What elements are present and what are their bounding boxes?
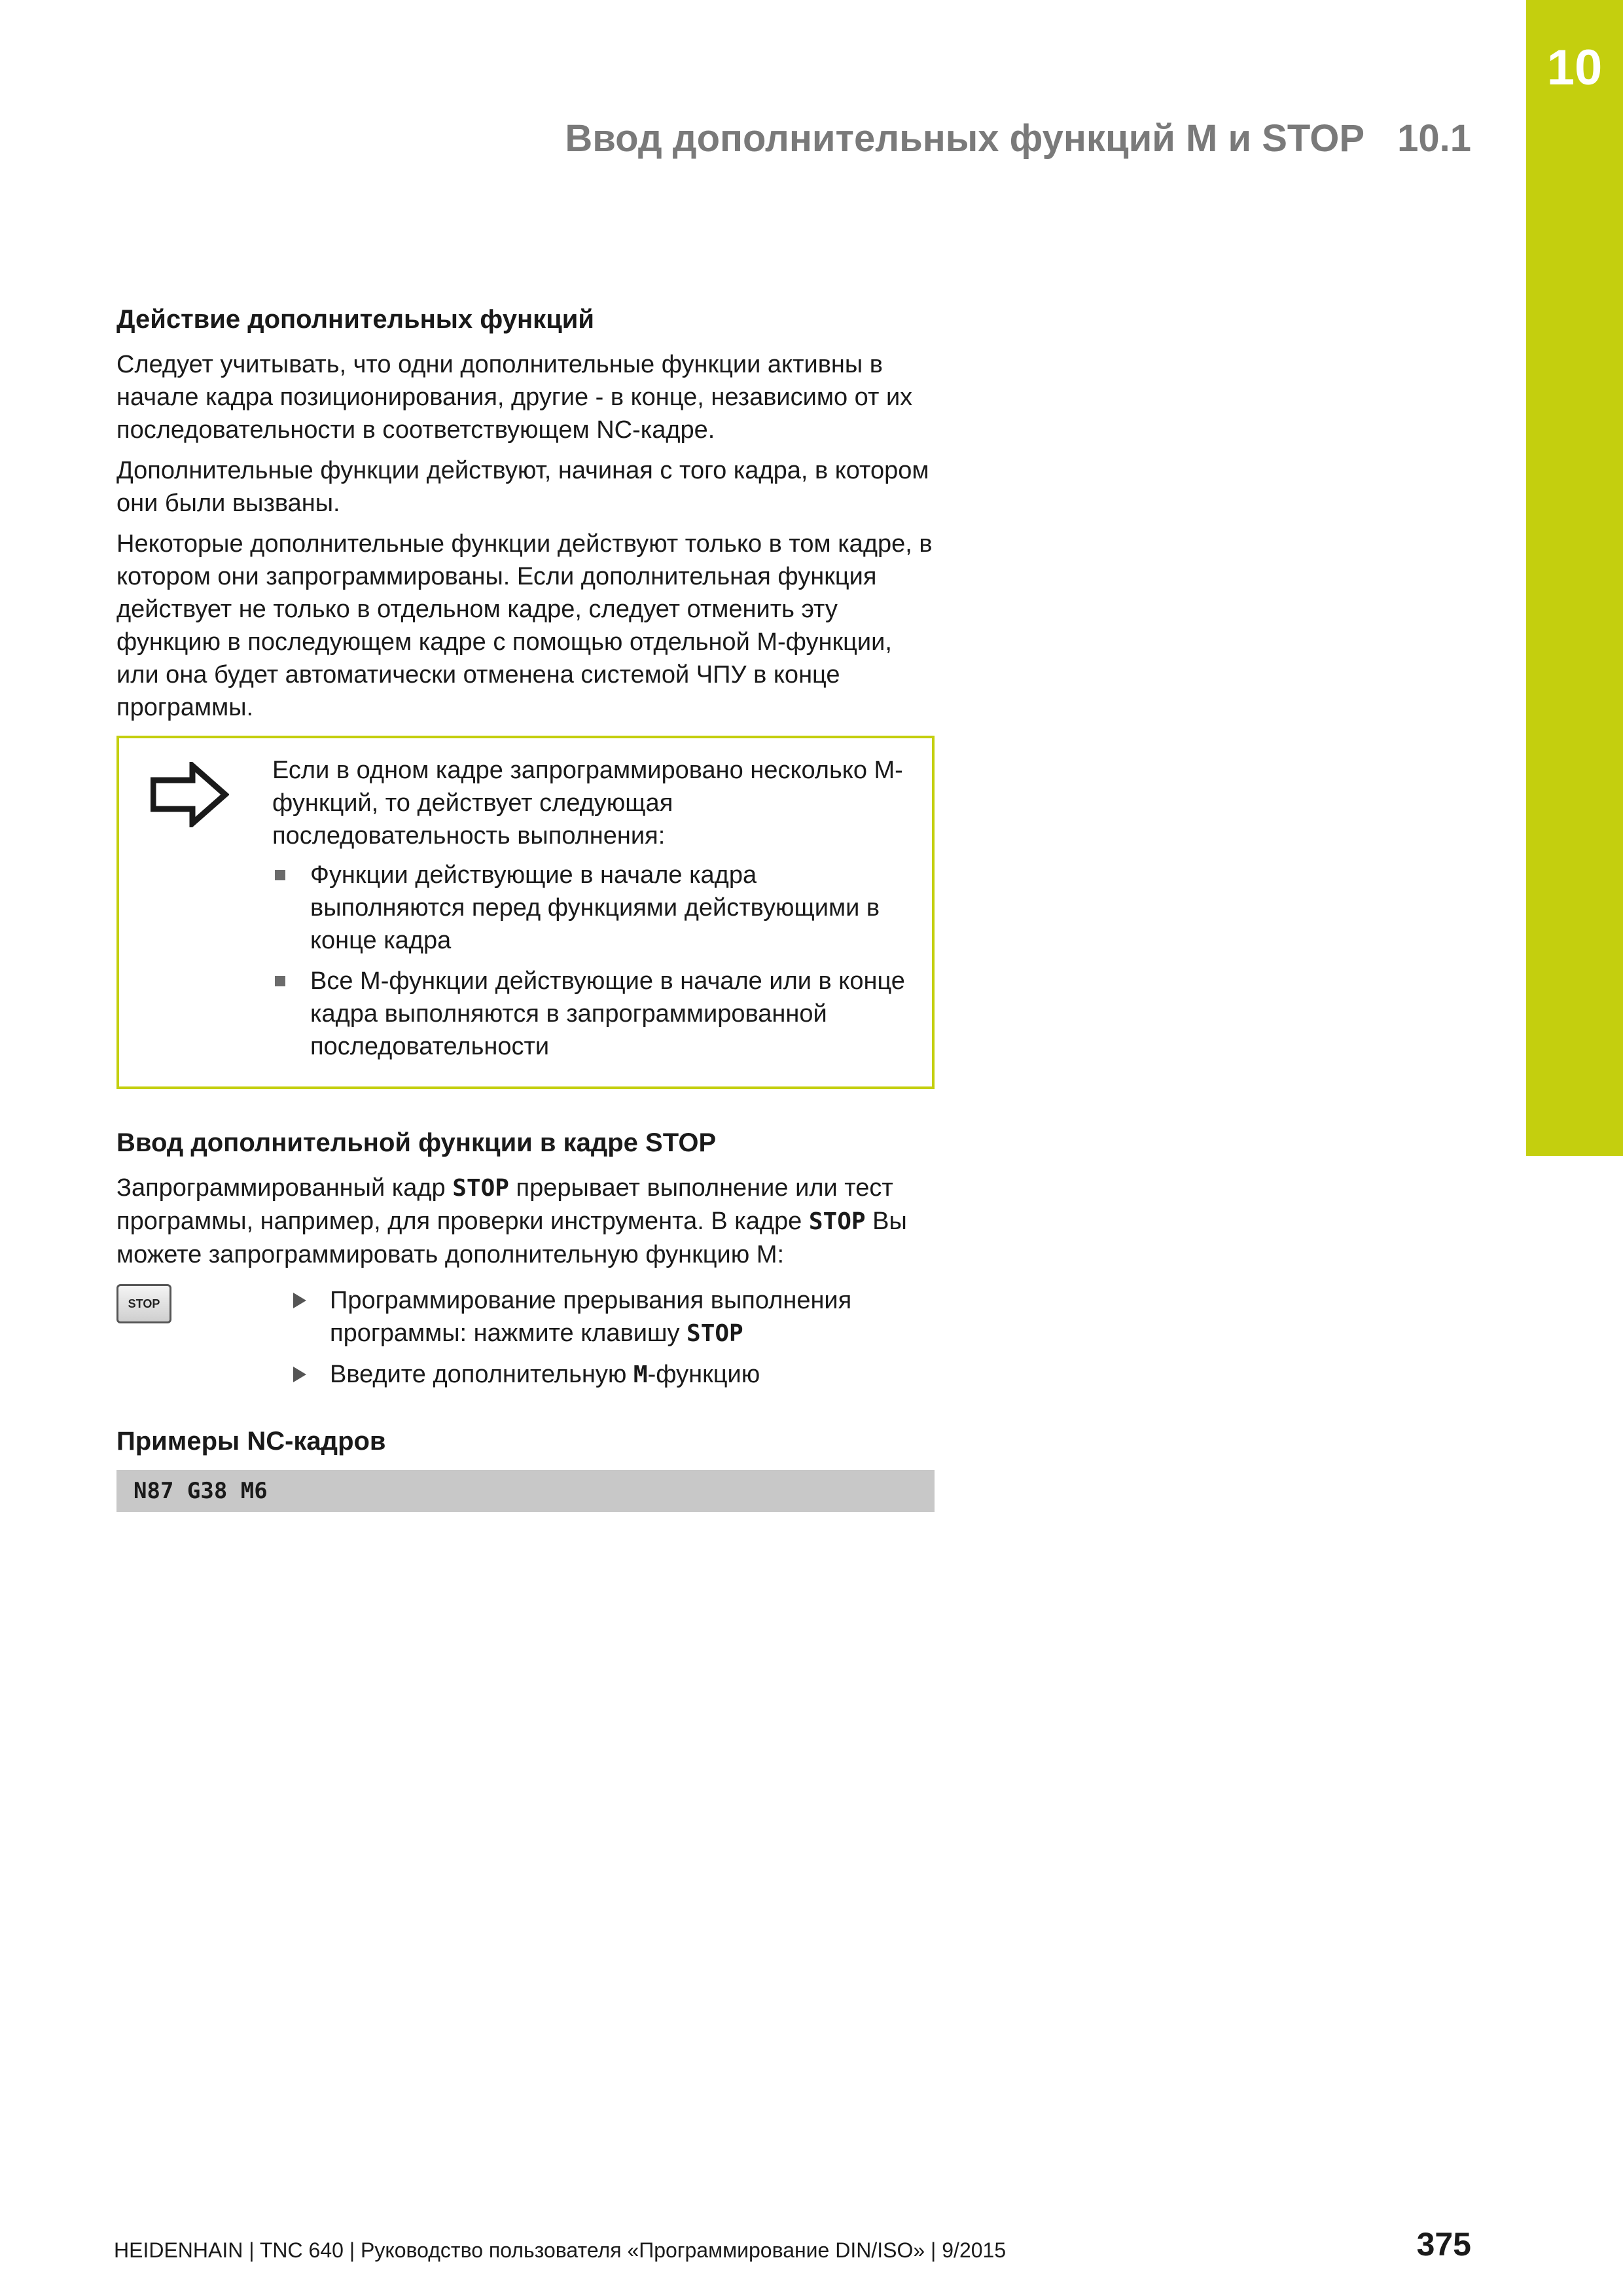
list-item: Программирование прерывания выполнения программы: нажмите клавишу STOP	[293, 1284, 935, 1350]
paragraph-3: Некоторые дополнительные функции действуют только в том кадре, в котором они запрограммированы. Если дополнительная функция действует не только в отдельном кадре, следует отменить эту функцию в последующем кадре с помощью отдельной M-функции, или она будет автоматически отменена системой ЧПУ в конце программы.	[116, 530, 933, 721]
main-content	[116, 302, 935, 1512]
chapter-number: 10	[1546, 40, 1603, 96]
header-title: Ввод дополнительных функций M и STOP	[565, 117, 1365, 160]
list-item: Введите дополнительную M-функцию	[293, 1358, 935, 1391]
stop-key-icon[interactable]: STOP	[116, 1284, 171, 1323]
note-intro: Если в одном кадре запрограммировано несколько M-функций, то действует следующая последовательность выполнения:	[272, 757, 903, 850]
bullet-text: Функции действующие в начале кадра выполняются перед функциями действующими в конце кадра	[310, 861, 880, 954]
page-header	[565, 117, 1471, 160]
section-heading-stop: Ввод дополнительной функции в кадре STOP	[116, 1128, 717, 1157]
header-section-number: 10.1	[1397, 117, 1471, 160]
page-number: 375	[1416, 2226, 1471, 2263]
list-item	[272, 859, 912, 957]
note-bullets	[272, 859, 912, 1063]
section-heading-action: Действие дополнительных функций	[116, 305, 594, 334]
bullet-square-icon	[275, 870, 285, 880]
arrow-right-icon	[119, 754, 272, 1071]
paragraph-stop: Запрограммированный кадр STOP прерывает выполнение или тест программы, например, для проверки инструмента. В кадре STOP Вы можете запрограммировать дополнительную функцию M:	[116, 1174, 907, 1268]
chapter-tab	[1526, 0, 1623, 1156]
triangle-right-icon	[293, 1367, 306, 1382]
note-box	[116, 736, 935, 1089]
bullet-square-icon	[275, 976, 285, 986]
note-text	[272, 754, 912, 1071]
code-text: N87 G38 M6	[134, 1478, 268, 1504]
step-list	[293, 1284, 935, 1399]
bullet-text: Все M-функции действующие в начале или в конце кадра выполняются в запрограммированной последовательности	[310, 967, 905, 1060]
section-heading-examples: Примеры NC-кадров	[116, 1427, 386, 1456]
list-item	[272, 965, 912, 1063]
paragraph-2: Дополнительные функции действуют, начиная с того кадра, в котором они были вызваны.	[116, 457, 929, 517]
code-block	[116, 1470, 935, 1512]
triangle-right-icon	[293, 1293, 306, 1308]
paragraph-1: Следует учитывать, что одни дополнительные функции активны в начале кадра позиционирования, другие - в конце, независимо от их последовательности в соответствующем NC-кадре.	[116, 351, 913, 444]
steps	[116, 1284, 935, 1399]
footer-text: HEIDENHAIN | TNC 640 | Руководство пользователя «Программирование DIN/ISO» | 9/2015	[114, 2238, 1007, 2262]
